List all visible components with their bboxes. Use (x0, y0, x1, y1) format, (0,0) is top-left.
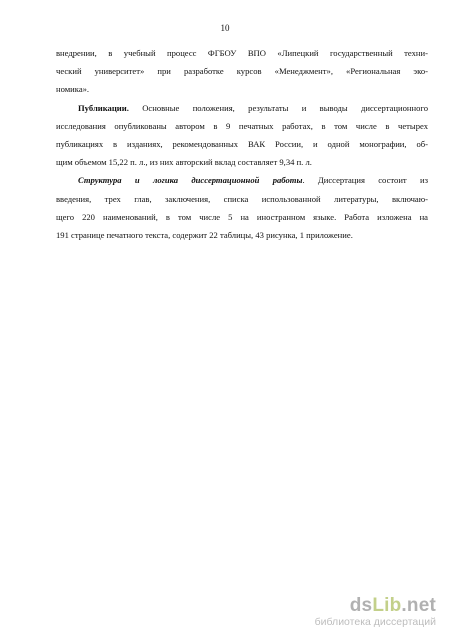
text-line: щим объемом 15,22 п. л., из них авторский вклад составляет 9,34 п. л. (56, 157, 312, 168)
text-line: номика». (56, 84, 90, 95)
structure-heading: Структура и логика диссертационной работы (78, 175, 303, 186)
structure-intro: . Диссертация состоит из (302, 175, 428, 186)
text-line: 191 странице печатного текста, содержит 22 таблицы, 43 рисунка, 1 приложение. (56, 229, 353, 240)
dslib-logo: dsLib.net (349, 595, 436, 616)
page-number: 10 (220, 23, 230, 33)
paragraph-publications (56, 99, 428, 172)
paragraph-structure (56, 171, 428, 244)
text-line: ческий университет» при разработке курсов «Менеджмент», «Региональная эко- (56, 66, 428, 77)
watermark-tagline: библиотека диссертаций (314, 616, 436, 628)
text-line (56, 171, 428, 189)
text-line (56, 99, 428, 117)
publications-intro: Основные положения, результаты и выводы диссертационного (128, 102, 428, 113)
text-line: щего 220 наименований, в том числе 5 на иностранном языке. Работа изложена на (56, 211, 428, 222)
dslib-watermark (315, 596, 436, 629)
paragraph-implementation (56, 44, 428, 99)
text-line: внедрении, в учебный процесс ФГБОУ ВПО «Липецкий государственный техни- (56, 48, 428, 58)
text-line: публикациях в изданиях, рекомендованных ВАК России, и одной монографии, об- (56, 138, 428, 149)
document-body (56, 44, 428, 244)
text-line: введения, трех глав, заключения, списка использованной литературы, включаю- (56, 193, 428, 204)
text-line: исследования опубликованы автором в 9 печатных работах, в том числе в четырех (56, 120, 428, 131)
publications-heading: Публикации. (78, 102, 129, 113)
